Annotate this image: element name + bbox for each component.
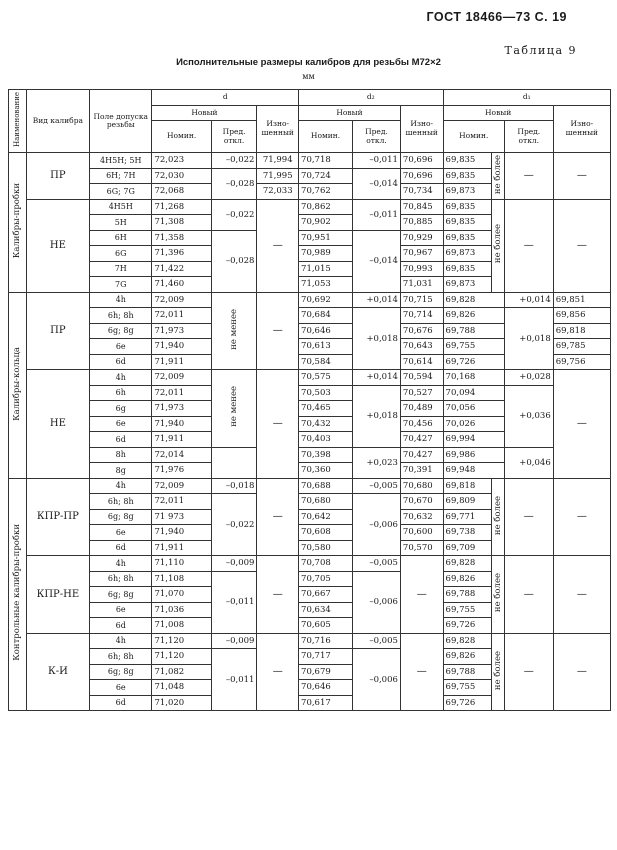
table-row: Калибры-пробки ПР 4H5H; 5H 72,023 –0,022 71,994 70,718 –0,011 70,696 69,835 не более — — [9, 153, 611, 169]
note-not-more: не более [492, 153, 504, 200]
table-row: 6h; 8h 71,108 –0,011 70,705 –0,006 69,826 [9, 571, 611, 587]
gauge-type: КПР-ПР [26, 478, 89, 556]
note-not-less: не менее [211, 370, 257, 448]
table-row: Контрольные калибры-пробки КПР-ПР 4h 72,009 –0,018 — 70,688 –0,005 70,680 69,818 не более — — [9, 478, 611, 494]
note-not-more: не более [492, 633, 504, 711]
d1-deviation-header: Пред. откл. [504, 121, 553, 153]
group-plug: Калибры-пробки [9, 153, 27, 293]
table-row: 6G 71,396 70,989 70,967 69,873 [9, 246, 611, 262]
table-row: Калибры-кольца ПР 4h 72,009 не менее — 70,692 +0,014 70,715 69,828 +0,014 69,851 [9, 292, 611, 308]
group-control: Контрольные калибры-пробки [9, 478, 27, 711]
gauge-type: ПР [26, 292, 89, 370]
table-row: 6d 71,911 70,403 70,427 69,994 [9, 432, 611, 448]
table-row: 7G 71,460 71,053 71,031 69,873 [9, 277, 611, 293]
gauge-type: КПР-НЕ [26, 556, 89, 634]
col-d-header: d [152, 90, 299, 106]
d1-new-header: Новый [443, 105, 553, 121]
d2-worn-header: Изно-шенный [400, 105, 443, 153]
page-header: ГОСТ 18466—73 С. 19 [426, 10, 567, 24]
note-not-more: не более [492, 199, 504, 292]
table-row: 6h 72,011 70,503 +0,018 70,527 70,094 +0,036 [9, 385, 611, 401]
table-row: К-И 4h 71,120 –0,009 — 70,716 –0,005 — 69,828 не более — — [9, 633, 611, 649]
dimensions-table [8, 89, 611, 711]
table-row: 6d 71,008 70,605 69,726 [9, 618, 611, 634]
col-tolerance-header: Поле допуска резьбы [90, 90, 152, 153]
d-nominal-header: Номин. [152, 121, 211, 153]
table-row: 6g; 8g 71 973 70,642 70,632 69,771 [9, 509, 611, 525]
table-row: КПР-НЕ 4h 71,110 –0,009 — 70,708 –0,005 — 69,828 не более — — [9, 556, 611, 572]
table-row: 6e 71,940 70,608 70,600 69,738 [9, 525, 611, 541]
table-row: 8g 71,976 70,360 70,391 69,948 [9, 463, 611, 479]
table-row: 6d 71,911 70,580 70,570 69,709 [9, 540, 611, 556]
d-deviation-header: Пред. откл. [211, 121, 257, 153]
table-row: 6g; 8g 71,082 70,679 69,788 [9, 664, 611, 680]
table-row: 5H 71,308 70,902 70,885 69,835 [9, 215, 611, 231]
d2-nominal-header: Номин. [299, 121, 353, 153]
table-unit: мм [302, 72, 315, 81]
table-row: 6e 71,048 70,646 69,755 [9, 680, 611, 696]
d-worn-header: Изно-шенный [257, 105, 299, 153]
d2-deviation-header: Пред. откл. [353, 121, 401, 153]
note-not-less: не менее [211, 292, 257, 370]
table-title: Исполнительные размеры калибров для резьбы М72×2 [176, 57, 441, 68]
col-d2-header: d₂ [299, 90, 444, 106]
table-row: 6H 71,358 –0,028 70,951 –0,014 70,929 69,835 [9, 230, 611, 246]
table-row: 6e 71,036 70,634 69,755 [9, 602, 611, 618]
col-name-header: Наименование [9, 90, 27, 153]
col-type-header: Вид калибра [26, 90, 89, 153]
d1-worn-header: Изно-шенный [553, 105, 610, 153]
table-row: НЕ 4H5H 71,268 –0,022 — 70,862 –0,011 70,845 69,835 не более — — [9, 199, 611, 215]
gauge-type: ПР [26, 153, 89, 200]
table-row: 6h; 8h 72,011 –0,022 70,680 –0,006 70,670 69,809 [9, 494, 611, 510]
table-row: 6e 71,940 70,432 70,456 70,026 [9, 416, 611, 432]
table-row: 6H; 7H 72,030 –0,028 71,995 70,724 –0,014 70,696 69,835 [9, 168, 611, 184]
table-number: Таблица 9 [504, 44, 577, 57]
d2-new-header: Новый [299, 105, 401, 121]
table-row: 6d 71,020 70,617 69,726 [9, 695, 611, 711]
d-new-header: Новый [152, 105, 257, 121]
note-not-more: не более [492, 478, 504, 556]
table-row: 6g 71,973 70,465 70,489 70,056 [9, 401, 611, 417]
table-row: 6h; 8h 71,120 –0,011 70,717 –0,006 69,826 [9, 649, 611, 665]
d1-nominal-header: Номин. [443, 121, 504, 153]
table-row: 6G; 7G 72,068 72,033 70,762 70,734 69,873 [9, 184, 611, 200]
gauge-type: НЕ [26, 370, 89, 479]
note-not-more: не более [492, 556, 504, 634]
table-row: 6d 71,911 70,584 70,614 69,726 69,756 [9, 354, 611, 370]
group-ring: Калибры-кольца [9, 292, 27, 478]
table-row: 6e 71,940 70,613 70,643 69,755 69,785 [9, 339, 611, 355]
col-d1-header: d₁ [443, 90, 610, 106]
table-row: НЕ 4h 72,009 не менее — 70,575 +0,014 70,594 70,168 +0,028 — [9, 370, 611, 386]
table-row: 6g; 8g 71,070 70,667 69,788 [9, 587, 611, 603]
table-row: 6h; 8h 72,011 70,684 +0,018 70,714 69,826 +0,018 69,856 [9, 308, 611, 324]
gauge-type: НЕ [26, 199, 89, 292]
table-row: 8h 72,014 70,398 +0,023 70,427 69,986 +0,046 [9, 447, 611, 463]
table-row: 6g; 8g 71,973 70,646 70,676 69,788 69,818 [9, 323, 611, 339]
gauge-type: К-И [26, 633, 89, 711]
table-row: 7H 71,422 71,015 70,993 69,835 [9, 261, 611, 277]
